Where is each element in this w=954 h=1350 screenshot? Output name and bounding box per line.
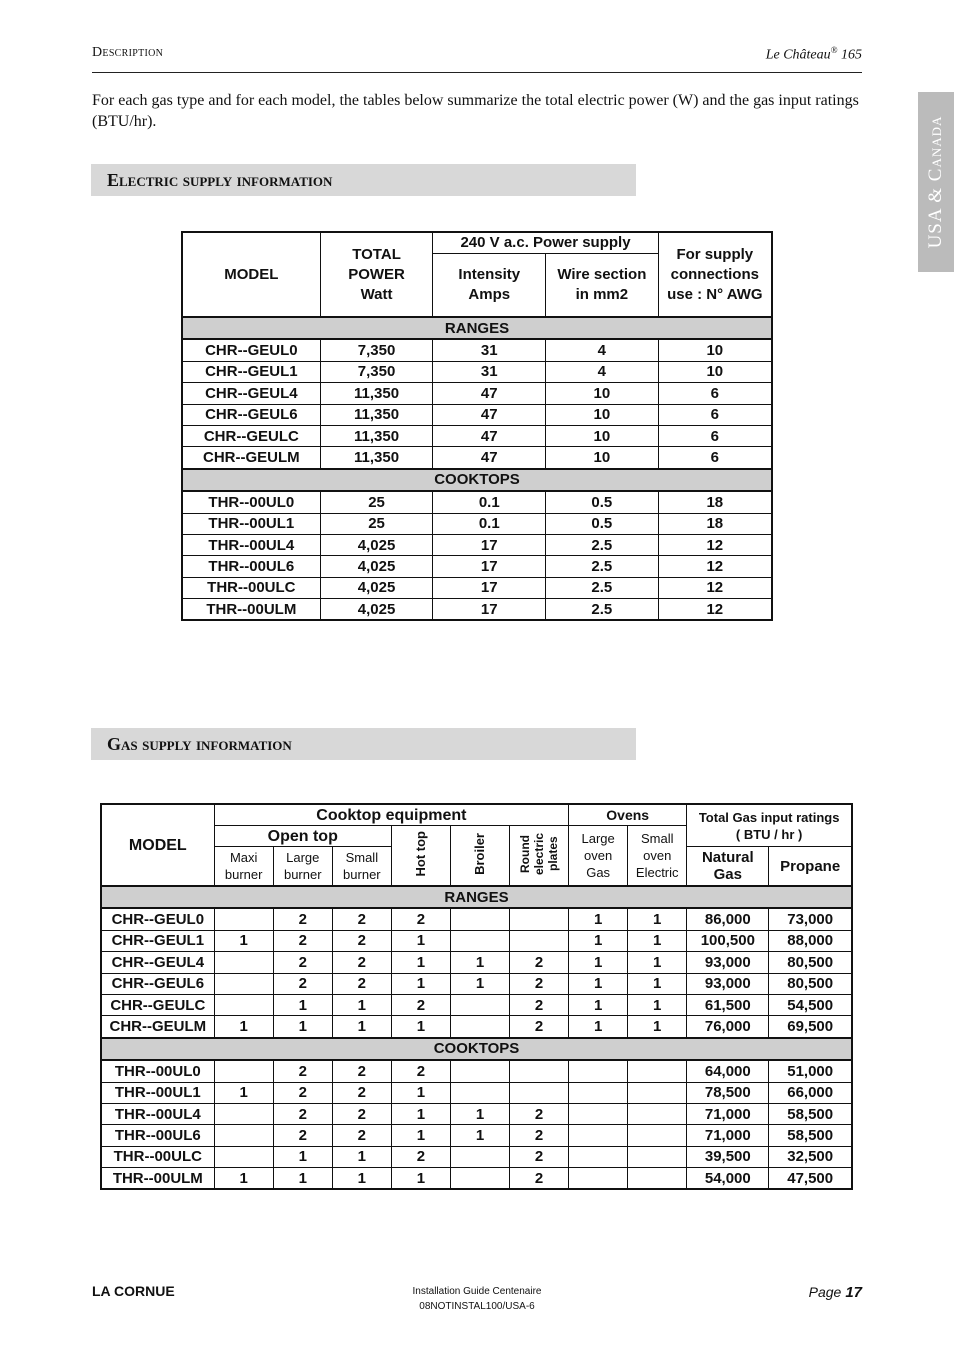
model-cell: CHR--GEULC <box>101 994 214 1015</box>
value-cell: 1 <box>569 908 628 930</box>
model-cell: CHR--GEUL0 <box>101 908 214 930</box>
gas-col-natural-gas: Natural Gas <box>687 847 769 887</box>
gas-col-round-plates <box>510 826 569 887</box>
value-cell <box>214 1103 273 1124</box>
value-cell: 1 <box>332 1146 391 1167</box>
value-cell: 7,350 <box>320 339 433 361</box>
model-cell: CHR--GEULM <box>182 447 320 469</box>
table-row <box>101 930 852 951</box>
value-cell: 100,500 <box>687 930 769 951</box>
value-cell <box>569 1125 628 1146</box>
col-wire-section: Wire section in mm2 <box>546 254 659 318</box>
value-cell: 1 <box>391 1016 450 1038</box>
value-cell: 2 <box>273 1125 332 1146</box>
value-cell: 12 <box>658 577 772 598</box>
value-cell: 51,000 <box>769 1060 852 1082</box>
value-cell <box>628 1103 687 1124</box>
value-cell: 2 <box>273 1082 332 1103</box>
table-row <box>101 1016 852 1038</box>
electric-supply-table <box>181 231 773 621</box>
value-cell: 64,000 <box>687 1060 769 1082</box>
gas-col-large-oven: Large oven Gas <box>569 826 628 887</box>
value-cell <box>214 952 273 973</box>
value-cell: 4,025 <box>320 599 433 621</box>
value-cell <box>628 1082 687 1103</box>
value-cell: 17 <box>433 534 546 555</box>
model-cell: CHR--GEULM <box>101 1016 214 1038</box>
value-cell: 2 <box>332 930 391 951</box>
header-rule <box>92 72 862 73</box>
value-cell: 2 <box>273 1060 332 1082</box>
gas-col-small-oven: Small oven Electric <box>628 826 687 887</box>
value-cell: 1 <box>391 1103 450 1124</box>
page-label: Page <box>808 1284 842 1300</box>
value-cell: 6 <box>658 425 772 446</box>
model-cell: THR--00UL1 <box>182 513 320 534</box>
value-cell: 2 <box>510 973 569 994</box>
value-cell: 78,500 <box>687 1082 769 1103</box>
value-cell: 47,500 <box>769 1168 852 1190</box>
col-total-power: TOTAL POWER Watt <box>320 232 433 317</box>
value-cell: 1 <box>391 973 450 994</box>
product-name: Le Château <box>765 47 831 63</box>
table-row <box>101 994 852 1015</box>
value-cell: 47 <box>433 425 546 446</box>
table-row <box>182 577 772 598</box>
gas-col-model: MODEL <box>101 804 214 886</box>
col-power-supply: 240 V a.c. Power supply <box>433 232 658 254</box>
value-cell <box>510 1082 569 1103</box>
value-cell: 1 <box>214 1082 273 1103</box>
col-model: MODEL <box>182 232 320 317</box>
value-cell: 47 <box>433 404 546 425</box>
value-cell: 31 <box>433 339 546 361</box>
value-cell: 0.5 <box>546 513 659 534</box>
model-cell: THR--00ULC <box>101 1146 214 1167</box>
value-cell <box>569 1146 628 1167</box>
value-cell: 2.5 <box>546 599 659 621</box>
value-cell: 2 <box>332 908 391 930</box>
value-cell: 17 <box>433 556 546 577</box>
model-cell: CHR--GEUL0 <box>182 339 320 361</box>
value-cell <box>450 1060 509 1082</box>
value-cell: 2 <box>332 1125 391 1146</box>
value-cell: 1 <box>273 1168 332 1190</box>
table-row <box>101 1125 852 1146</box>
value-cell <box>214 908 273 930</box>
value-cell: 2.5 <box>546 556 659 577</box>
gas-section-title: Gas supply information <box>91 728 636 760</box>
gas-col-maxi-burner: Maxi burner <box>214 847 273 887</box>
model-cell: CHR--GEUL4 <box>101 952 214 973</box>
value-cell: 10 <box>546 404 659 425</box>
value-cell: 39,500 <box>687 1146 769 1167</box>
value-cell: 1 <box>214 930 273 951</box>
broiler-label: Broiler <box>471 832 487 875</box>
value-cell: 1 <box>569 1016 628 1038</box>
table-row <box>101 908 852 930</box>
table-row <box>182 556 772 577</box>
value-cell: 17 <box>433 599 546 621</box>
model-cell: THR--00UL0 <box>182 491 320 513</box>
footer-brand: LA CORNUE <box>92 1283 175 1299</box>
cooktops-band-label: COOKTOPS <box>101 1038 852 1060</box>
model-cell: THR--00UL1 <box>101 1082 214 1103</box>
value-cell: 71,000 <box>687 1103 769 1124</box>
value-cell: 2 <box>273 952 332 973</box>
value-cell: 58,500 <box>769 1125 852 1146</box>
table-row <box>182 513 772 534</box>
gas-col-large-burner: Large burner <box>273 847 332 887</box>
model-cell: THR--00UL6 <box>101 1125 214 1146</box>
col-intensity: Intensity Amps <box>433 254 546 318</box>
value-cell <box>569 1168 628 1190</box>
model-cell: THR--00ULM <box>101 1168 214 1190</box>
footer-guide-title: Installation Guide Centenaire <box>412 1286 542 1297</box>
gas-col-small-burner: Small burner <box>332 847 391 887</box>
table-row <box>182 599 772 621</box>
value-cell: 93,000 <box>687 952 769 973</box>
value-cell: 4,025 <box>320 577 433 598</box>
value-cell <box>214 973 273 994</box>
gas-col-open-top: Open top <box>214 826 391 847</box>
model-cell: CHR--GEUL4 <box>182 383 320 404</box>
value-cell: 25 <box>320 491 433 513</box>
value-cell: 4,025 <box>320 534 433 555</box>
ranges-band <box>182 317 772 339</box>
value-cell: 12 <box>658 599 772 621</box>
model-cell: CHR--GEUL1 <box>101 930 214 951</box>
value-cell <box>450 1146 509 1167</box>
value-cell: 2 <box>510 1016 569 1038</box>
model-cell: THR--00UL4 <box>182 534 320 555</box>
value-cell: 71,000 <box>687 1125 769 1146</box>
value-cell: 1 <box>628 973 687 994</box>
value-cell: 1 <box>569 930 628 951</box>
value-cell: 1 <box>450 952 509 973</box>
value-cell: 2 <box>510 1125 569 1146</box>
value-cell <box>569 1103 628 1124</box>
value-cell: 1 <box>391 1168 450 1190</box>
value-cell: 6 <box>658 447 772 469</box>
value-cell: 1 <box>332 1016 391 1038</box>
gas-col-cooktop-equipment: Cooktop equipment <box>214 804 568 826</box>
model-cell: CHR--GEUL1 <box>182 361 320 382</box>
value-cell: 2 <box>510 1146 569 1167</box>
value-cell: 18 <box>658 491 772 513</box>
table-row <box>182 404 772 425</box>
value-cell: 1 <box>332 994 391 1015</box>
table-row <box>182 447 772 469</box>
model-cell: THR--00UL0 <box>101 1060 214 1082</box>
table-row <box>182 491 772 513</box>
value-cell <box>569 1082 628 1103</box>
value-cell <box>569 1060 628 1082</box>
value-cell <box>214 1060 273 1082</box>
model-number: 165 <box>841 47 862 63</box>
value-cell: 2 <box>391 1146 450 1167</box>
value-cell: 2 <box>391 908 450 930</box>
value-cell <box>450 930 509 951</box>
value-cell: 2 <box>332 1082 391 1103</box>
value-cell: 10 <box>658 361 772 382</box>
footer-doc-code: 08NOTINSTAL100/USA-6 <box>419 1301 535 1312</box>
gas-supply-table <box>100 803 853 1190</box>
gas-col-hot-top <box>391 826 450 887</box>
value-cell: 1 <box>391 1125 450 1146</box>
value-cell: 1 <box>569 952 628 973</box>
col-awg: For supply connections use : N° AWG <box>658 232 772 317</box>
value-cell <box>450 994 509 1015</box>
value-cell: 17 <box>433 577 546 598</box>
value-cell: 2 <box>332 973 391 994</box>
gas-col-propane: Propane <box>769 847 852 887</box>
table-row <box>101 1168 852 1190</box>
round-plates-label: Round electric plates <box>518 832 561 875</box>
value-cell: 2.5 <box>546 534 659 555</box>
model-cell: CHR--GEULC <box>182 425 320 446</box>
header-product <box>766 45 862 64</box>
hot-top-label: Hot top <box>412 830 428 877</box>
value-cell: 1 <box>450 1103 509 1124</box>
value-cell: 66,000 <box>769 1082 852 1103</box>
value-cell: 47 <box>433 383 546 404</box>
value-cell: 2 <box>332 1103 391 1124</box>
model-cell: CHR--GEUL6 <box>182 404 320 425</box>
value-cell: 1 <box>569 973 628 994</box>
value-cell: 0.5 <box>546 491 659 513</box>
value-cell: 86,000 <box>687 908 769 930</box>
value-cell: 31 <box>433 361 546 382</box>
table-row <box>101 952 852 973</box>
value-cell <box>214 994 273 1015</box>
value-cell: 1 <box>628 908 687 930</box>
value-cell: 11,350 <box>320 425 433 446</box>
value-cell <box>628 1125 687 1146</box>
intro-paragraph: For each gas type and for each model, the tables below summarize the total electric power (W) and the gas input ratings (BTU/hr). <box>92 92 859 130</box>
value-cell: 1 <box>214 1168 273 1190</box>
value-cell <box>214 1125 273 1146</box>
value-cell: 58,500 <box>769 1103 852 1124</box>
value-cell: 73,000 <box>769 908 852 930</box>
value-cell: 11,350 <box>320 404 433 425</box>
value-cell: 61,500 <box>687 994 769 1015</box>
value-cell: 12 <box>658 534 772 555</box>
value-cell: 18 <box>658 513 772 534</box>
value-cell: 12 <box>658 556 772 577</box>
cooktops-band <box>101 1038 852 1060</box>
table-row <box>182 383 772 404</box>
value-cell: 2 <box>510 994 569 1015</box>
model-cell: CHR--GEUL6 <box>101 973 214 994</box>
value-cell: 1 <box>332 1168 391 1190</box>
value-cell: 1 <box>569 994 628 1015</box>
ranges-band <box>101 886 852 908</box>
value-cell <box>450 908 509 930</box>
table-row <box>101 1103 852 1124</box>
value-cell: 6 <box>658 383 772 404</box>
table-row <box>182 425 772 446</box>
value-cell: 88,000 <box>769 930 852 951</box>
value-cell: 11,350 <box>320 383 433 404</box>
value-cell: 80,500 <box>769 952 852 973</box>
value-cell <box>510 930 569 951</box>
value-cell: 2 <box>332 952 391 973</box>
model-cell: THR--00UL6 <box>182 556 320 577</box>
value-cell: 10 <box>546 447 659 469</box>
value-cell: 47 <box>433 447 546 469</box>
value-cell: 10 <box>658 339 772 361</box>
value-cell: 10 <box>546 383 659 404</box>
value-cell: 80,500 <box>769 973 852 994</box>
gas-table-body <box>101 886 852 1189</box>
value-cell: 2.5 <box>546 577 659 598</box>
ranges-band-label: RANGES <box>101 886 852 908</box>
value-cell: 4 <box>546 339 659 361</box>
value-cell: 1 <box>273 994 332 1015</box>
side-tab <box>918 92 954 272</box>
value-cell <box>214 1146 273 1167</box>
value-cell: 93,000 <box>687 973 769 994</box>
value-cell: 4,025 <box>320 556 433 577</box>
value-cell: 2 <box>510 1168 569 1190</box>
value-cell: 1 <box>628 994 687 1015</box>
value-cell: 32,500 <box>769 1146 852 1167</box>
value-cell: 2 <box>391 1060 450 1082</box>
cooktops-band <box>182 469 772 491</box>
value-cell: 6 <box>658 404 772 425</box>
value-cell: 2 <box>510 1103 569 1124</box>
model-cell: THR--00UL4 <box>101 1103 214 1124</box>
gas-col-ovens: Ovens <box>569 804 687 826</box>
gas-col-total-ratings: Total Gas input ratings ( BTU / hr ) <box>687 804 852 847</box>
value-cell: 1 <box>273 1146 332 1167</box>
value-cell <box>628 1060 687 1082</box>
footer-page <box>809 1284 862 1301</box>
value-cell: 1 <box>628 1016 687 1038</box>
electric-section-title: Electric supply information <box>91 164 636 196</box>
value-cell: 54,000 <box>687 1168 769 1190</box>
table-row <box>182 339 772 361</box>
value-cell: 1 <box>450 1125 509 1146</box>
value-cell: 1 <box>391 952 450 973</box>
value-cell: 0.1 <box>433 513 546 534</box>
value-cell: 10 <box>546 425 659 446</box>
value-cell: 11,350 <box>320 447 433 469</box>
value-cell <box>510 908 569 930</box>
value-cell <box>450 1016 509 1038</box>
model-cell: THR--00ULC <box>182 577 320 598</box>
value-cell: 1 <box>628 930 687 951</box>
value-cell <box>628 1168 687 1190</box>
side-tab-label: USA & Canada <box>925 115 946 249</box>
model-cell: THR--00ULM <box>182 599 320 621</box>
cooktops-band-label: COOKTOPS <box>182 469 772 491</box>
gas-col-broiler <box>450 826 509 887</box>
value-cell: 2 <box>510 952 569 973</box>
value-cell: 54,500 <box>769 994 852 1015</box>
header-section: Description <box>92 45 164 60</box>
value-cell: 2 <box>273 1103 332 1124</box>
value-cell: 25 <box>320 513 433 534</box>
trademark-sign: ® <box>830 45 838 55</box>
table-row <box>182 361 772 382</box>
value-cell <box>510 1060 569 1082</box>
value-cell: 1 <box>450 973 509 994</box>
value-cell <box>450 1168 509 1190</box>
value-cell: 1 <box>391 930 450 951</box>
table-row <box>182 534 772 555</box>
value-cell: 2 <box>273 930 332 951</box>
table-row <box>101 1060 852 1082</box>
value-cell: 2 <box>391 994 450 1015</box>
value-cell <box>628 1146 687 1167</box>
value-cell: 0.1 <box>433 491 546 513</box>
value-cell: 2 <box>332 1060 391 1082</box>
table-row <box>101 1082 852 1103</box>
value-cell: 69,500 <box>769 1016 852 1038</box>
page-number: 17 <box>845 1284 862 1301</box>
value-cell: 76,000 <box>687 1016 769 1038</box>
footer-guide <box>413 1284 542 1314</box>
value-cell: 1 <box>391 1082 450 1103</box>
value-cell: 2 <box>273 908 332 930</box>
electric-table-body <box>182 317 772 620</box>
value-cell: 7,350 <box>320 361 433 382</box>
value-cell: 1 <box>214 1016 273 1038</box>
ranges-band-label: RANGES <box>182 317 772 339</box>
table-row <box>101 1146 852 1167</box>
value-cell: 1 <box>273 1016 332 1038</box>
value-cell <box>450 1082 509 1103</box>
table-row <box>101 973 852 994</box>
value-cell: 4 <box>546 361 659 382</box>
value-cell: 1 <box>628 952 687 973</box>
value-cell: 2 <box>273 973 332 994</box>
